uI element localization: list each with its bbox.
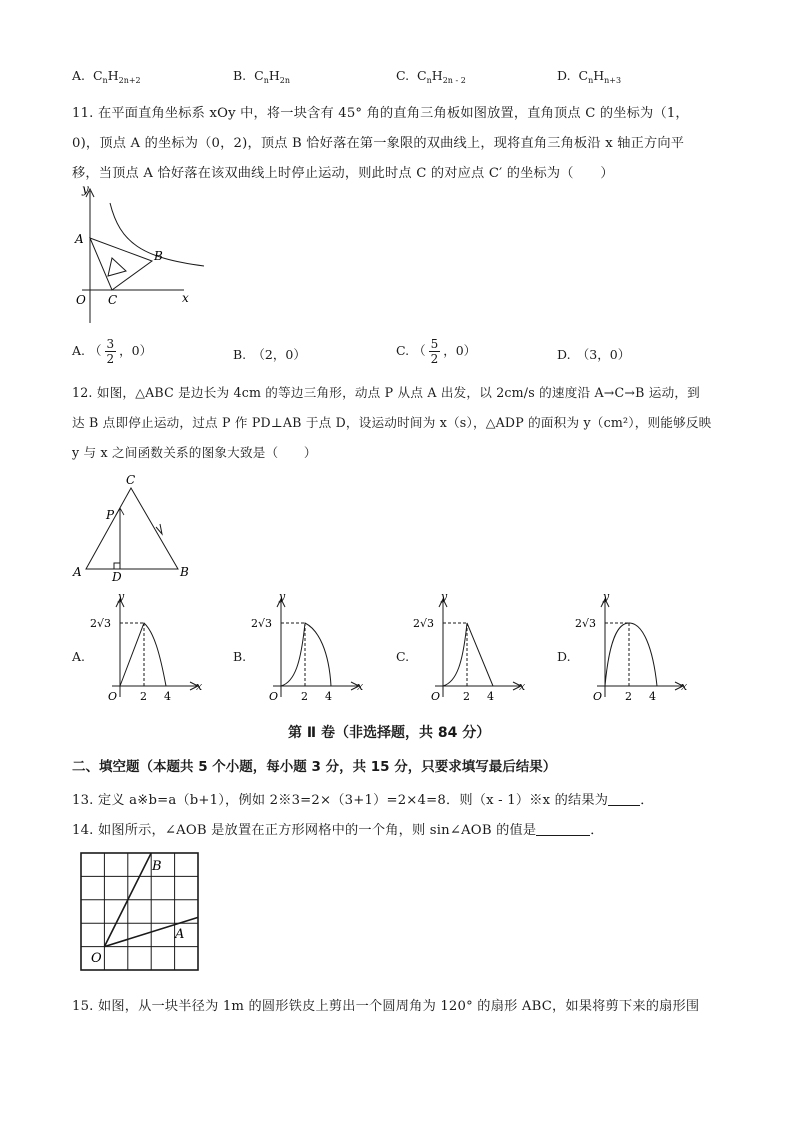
q12-right-angle [114, 563, 120, 569]
q12-graph-b[interactable] [251, 592, 376, 707]
q12-label-a: A [73, 565, 82, 579]
q11-text-line3: 移，当顶点 A 恰好落在该双曲线上时停止运动，则此时点 C 的对应点 C′ 的坐标为（ ） [72, 166, 614, 181]
q12-graph-d-label-o: O [593, 690, 603, 703]
q10-option-a[interactable]: A. $C_nH_{2n+2}$ [72, 68, 141, 85]
q12-graph-b-label-x: x [357, 680, 364, 693]
q12-graph-c-label-o: O [431, 690, 441, 703]
q11-label-a: A [75, 232, 84, 246]
q14-label-o: O [91, 951, 102, 966]
q12-graph-c[interactable] [413, 592, 538, 707]
q11-label-y: y [82, 183, 89, 196]
q12-graph-b-tick-2: 2 [301, 690, 308, 703]
q12-label-d: D [112, 570, 122, 582]
section-title: 第 Ⅱ 卷（非选择题，共 84 分） [288, 725, 491, 741]
q11-label-b: B [154, 249, 163, 263]
q12-graph-a-ytick: 2√3 [90, 617, 112, 630]
q12-graph-b-curve [281, 623, 331, 686]
q12-graph-a-curve [120, 623, 166, 686]
q12-label-c: C [126, 473, 136, 487]
q12-option-a-label[interactable]: A. [72, 649, 86, 664]
q12-graph-d-ytick: 2√3 [575, 617, 597, 630]
q12-graph-a-label-x: x [196, 680, 203, 693]
q12-triangle [86, 488, 178, 569]
q11-a-fraction: $\frac{3}{2}$ [106, 337, 115, 366]
q12-graph-c-ytick: 2√3 [413, 617, 435, 630]
q12-option-d-label[interactable]: D. [557, 649, 571, 664]
q12-graph-d-tick-4: 4 [649, 690, 656, 703]
q11-text-line1: 11. 在平面直角坐标系 xOy 中，将一块含有 45° 角的直角三角板如图放置，直角顶点 C 的坐标为（1， [72, 106, 689, 121]
q12-graph-b-label-y: y [279, 592, 286, 603]
q11-inner-triangle [108, 258, 126, 276]
q12-graph-c-tick-4: 4 [487, 690, 494, 703]
q11-option-d[interactable]: D. （3，0） [557, 347, 631, 362]
q12-graph-b-ytick: 2√3 [251, 617, 273, 630]
q11-triangle [90, 238, 152, 290]
q12-option-c-label[interactable]: C. [396, 649, 410, 664]
q11-option-b[interactable]: B. （2，0） [233, 347, 306, 362]
q10-option-c[interactable]: C. $C_nH_{2n - 2}$ [396, 68, 466, 85]
q11-text-line2: 0)，顶点 A 的坐标为（0，2)，顶点 B 恰好落在第一象限的双曲线上，现将直角三角板沿 x 轴正方向平 [72, 136, 685, 151]
q15-text: 15. 如图，从一块半径为 1m 的圆形铁皮上剪出一个圆周角为 120° 的扇形 ABC，如果将剪下来的扇形围 [72, 999, 700, 1014]
q12-graph-a[interactable] [90, 592, 215, 707]
q11-option-c[interactable]: C. （ $\frac{5}{2}$ ，0） [396, 337, 477, 366]
q12-label-p: P [106, 508, 115, 522]
q12-text-line1: 12. 如图，△ABC 是边长为 4cm 的等边三角形，动点 P 从点 A 出发，以 2cm/s 的速度沿 A→C→B 运动，到 [72, 385, 700, 400]
q11-label-c: C [108, 293, 118, 307]
q12-graph-c-tick-2: 2 [463, 690, 470, 703]
q12-label-b: B [180, 565, 189, 579]
q12-graph-d-curve [605, 623, 657, 686]
q11-c-fraction: $\frac{5}{2}$ [430, 337, 439, 366]
q11-label-x: x [182, 291, 189, 305]
q12-graph-a-label-o: O [108, 690, 118, 703]
q14-label-b: B [152, 859, 162, 874]
q12-graph-d[interactable] [575, 592, 700, 707]
q12-graph-b-tick-4: 4 [325, 690, 332, 703]
q12-graph-a-label-y: y [118, 592, 125, 603]
section-heading: 二、填空题（本题共 5 个小题，每小题 3 分，共 15 分，只要求填写最后结果） [72, 759, 557, 775]
q12-graph-c-label-x: x [519, 680, 526, 693]
q14-label-a: A [175, 927, 185, 942]
q14-grid-figure [78, 850, 203, 974]
q11-label-o: O [76, 293, 86, 307]
q10-option-d[interactable]: D. $C_nH_{n+3}$ [557, 68, 622, 85]
q13-text: 13. 定义 a※b=a（b+1），例如 2※3=2×（3+1）=2×4=8．则（x - 1）※x 的结果为 ． [72, 793, 654, 808]
q12-text-line3: y 与 x 之间函数关系的图象大致是（ ） [72, 445, 317, 460]
q12-text-line2: 达 B 点即停止运动，过点 P 作 PD⊥AB 于点 D，设运动时间为 x（s），△ADP 的面积为 y（cm²），则能够反映 [72, 415, 712, 430]
q14-answer-blank[interactable] [536, 835, 590, 836]
q12-graph-a-tick-2: 2 [140, 690, 147, 703]
q13-answer-blank[interactable] [608, 805, 640, 806]
q11-figure [72, 183, 212, 328]
q12-graph-d-label-x: x [681, 680, 688, 693]
q12-graph-b-label-o: O [269, 690, 279, 703]
q12-option-b-label[interactable]: B. [233, 649, 247, 664]
q12-graph-c-curve [443, 623, 493, 686]
q10-option-b[interactable]: B. $C_nH_{2n}$ [233, 68, 291, 85]
q14-text: 14. 如图所示，∠AOB 是放置在正方形网格中的一个角，则 sin∠AOB 的值是 ． [72, 823, 604, 838]
q12-graph-a-tick-4: 4 [164, 690, 171, 703]
q12-graph-c-label-y: y [441, 592, 448, 603]
q12-graph-d-label-y: y [603, 592, 610, 603]
q12-triangle-figure [70, 472, 195, 582]
q12-graph-d-tick-2: 2 [625, 690, 632, 703]
q11-option-a[interactable]: A. （ $\frac{3}{2}$ ，0） [72, 337, 153, 366]
